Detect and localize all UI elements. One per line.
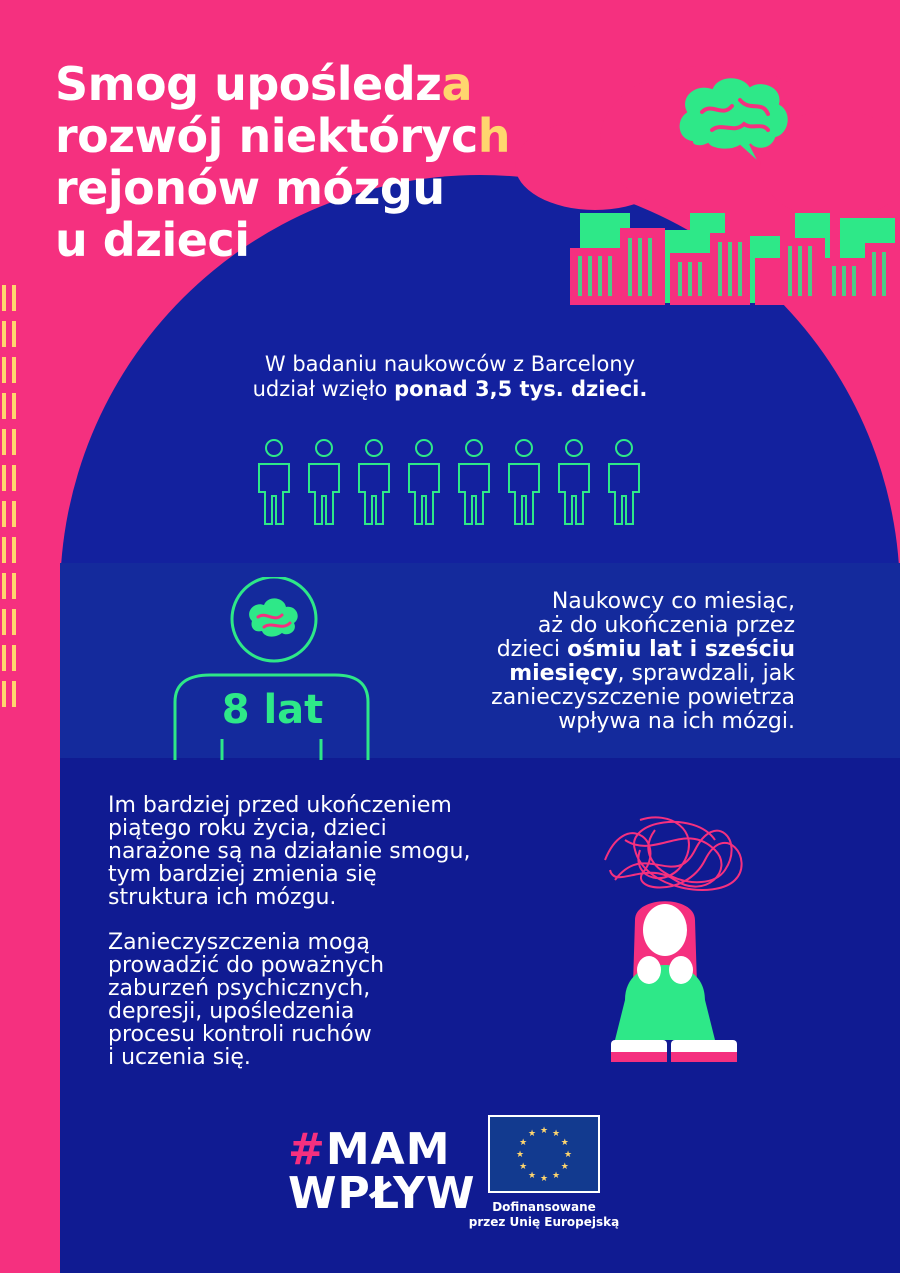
person-icon	[259, 440, 289, 524]
eu-star-icon: ★	[560, 1138, 569, 1148]
eu-stars-icon	[490, 1117, 598, 1191]
eu-star-icon: ★	[515, 1150, 525, 1160]
eu-caption: Dofinansowane przez Unię Europejską	[468, 1200, 620, 1229]
brain-icon	[672, 72, 797, 172]
eu-star-icon: ★	[519, 1162, 528, 1172]
eu-flag	[488, 1115, 600, 1193]
person-icon	[309, 440, 339, 524]
eu-star-icon: ★	[539, 1126, 549, 1136]
person-icon	[559, 440, 589, 524]
eu-star-icon: ★	[563, 1150, 573, 1160]
children-icons-row	[255, 438, 655, 528]
eu-star-icon: ★	[560, 1162, 569, 1172]
child-figure-icon	[170, 577, 380, 762]
eu-star-icon: ★	[527, 1170, 537, 1181]
page-title: Smog upośledza rozwój niektórych rejonów mózgu u dzieci	[55, 57, 511, 267]
decor-stripes-left	[2, 285, 6, 717]
person-icon	[609, 440, 639, 524]
city-skyline-icon	[570, 208, 900, 305]
eu-star-icon: ★	[551, 1129, 561, 1140]
effects-paragraph-1: Im bardziej przed ukończeniem piątego roku życia, dzieci narażone są na działanie smogu, tym bardziej zmienia się struktura ich mózgu.	[108, 793, 471, 910]
person-icon	[459, 440, 489, 524]
eu-star-icon: ★	[519, 1138, 528, 1148]
age-label: 8 lat	[221, 687, 324, 733]
person-icon	[409, 440, 439, 524]
eu-star-icon: ★	[551, 1170, 561, 1181]
eu-star-icon: ★	[527, 1129, 537, 1140]
study-intro: W badaniu naukowców z Barcelony udział wzięło ponad 3,5 tys. dzieci.	[252, 352, 648, 401]
study-description: Naukowcy co miesiąc, aż do ukończenia przez dzieci ośmiu lat i sześciu miesięcy, sprawdzali, jak zanieczyszczenie powietrza wpływa na ich mózgi.	[491, 589, 795, 734]
mam-wplyw-logo: #MAM WPŁYW	[288, 1124, 476, 1219]
person-icon	[509, 440, 539, 524]
effects-paragraph-2: Zanieczyszczenia mogą prowadzić do poważnych zaburzeń psychicznych, depresji, upośledzenia procesu kontroli ruchów i uczenia się.	[108, 930, 385, 1070]
stressed-child-illustration	[585, 800, 765, 1070]
eu-star-icon: ★	[539, 1174, 549, 1184]
decor-stripes-left-2	[12, 285, 16, 717]
person-icon	[359, 440, 389, 524]
